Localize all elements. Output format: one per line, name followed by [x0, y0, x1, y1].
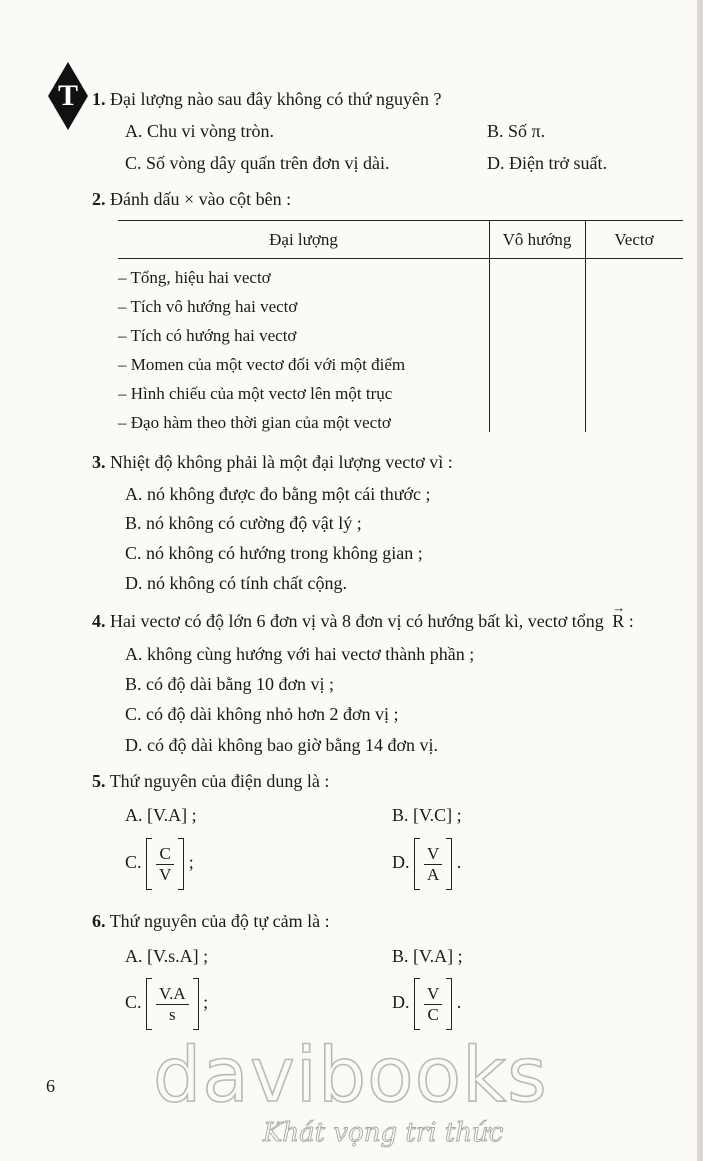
question-number: 5. — [92, 771, 106, 791]
numerator: C — [159, 843, 171, 863]
left-bracket — [414, 838, 420, 890]
q6-option-c — [125, 978, 208, 1030]
q5-option-d — [392, 838, 461, 890]
chapter-badge — [48, 62, 88, 130]
table-header-quantity: Đại lượng — [269, 230, 338, 249]
q4-option-b: B. có độ dài bằng 10 đơn vị ; — [125, 674, 334, 694]
bracketed-fraction — [146, 978, 199, 1030]
quantity-table — [118, 220, 683, 434]
page-edge — [697, 0, 703, 1161]
numerator: V — [427, 983, 440, 1003]
q1-option-d: D. Điện trở suất. — [487, 153, 607, 173]
left-bracket — [146, 978, 152, 1030]
watermark-brand: davibooks — [153, 1030, 548, 1119]
q3-option-a: A. nó không được đo bằng một cái thước ; — [125, 484, 431, 504]
q3-option-c: C. nó không có hướng trong không gian ; — [125, 543, 423, 563]
q3-option-d: D. nó không có tính chất cộng. — [125, 573, 347, 593]
right-bracket — [446, 838, 452, 890]
option-tail: ; — [188, 852, 194, 873]
q6-option-d — [392, 978, 461, 1030]
numerator: V.A — [159, 983, 186, 1003]
question-number: 2. — [92, 189, 106, 209]
option-label: C. — [125, 852, 142, 873]
fraction — [424, 984, 442, 1025]
table-row: – Momen của một vectơ đối với một điểm — [118, 355, 406, 374]
table-divider — [489, 220, 490, 432]
bracketed-fraction — [414, 978, 452, 1030]
q1-option-b: B. Số π. — [487, 121, 546, 141]
table-row: – Tích vô hướng hai vectơ — [118, 297, 298, 316]
question-6 — [92, 910, 330, 932]
option-label: C. — [125, 992, 142, 1013]
fraction — [156, 844, 174, 885]
fraction — [424, 844, 442, 885]
option-tail: . — [456, 852, 462, 873]
q5-option-b: B. [V.C] ; — [392, 805, 462, 825]
left-bracket — [146, 838, 152, 890]
left-bracket — [414, 978, 420, 1030]
vector-letter: R — [612, 611, 625, 631]
denominator: s — [169, 1004, 176, 1024]
table-row: – Đạo hàm theo thời gian của một vectơ — [118, 413, 391, 432]
q1-option-c: C. Số vòng dây quấn trên đơn vị dài. — [125, 153, 390, 173]
q5-option-c — [125, 838, 194, 890]
table-header-scalar: Vô hướng — [502, 230, 572, 249]
question-text: Đại lượng nào sau đây không có thứ nguyên ? — [110, 89, 442, 109]
bracketed-fraction — [414, 838, 452, 890]
question-text: Thứ nguyên của điện dung là : — [109, 771, 330, 791]
table-top-rule — [118, 220, 683, 221]
option-label: D. — [392, 852, 410, 873]
question-number: 3. — [92, 452, 106, 472]
fraction — [156, 984, 189, 1025]
table-row: – Tích có hướng hai vectơ — [118, 326, 297, 345]
question-colon: : — [628, 611, 634, 631]
question-1 — [92, 88, 441, 110]
numerator: V — [427, 843, 440, 863]
question-number: 1. — [92, 89, 106, 109]
table-divider — [585, 220, 586, 432]
denominator: V — [159, 864, 172, 884]
question-4 — [92, 600, 634, 632]
option-tail: ; — [203, 992, 209, 1013]
table-header-vector: Vectơ — [614, 230, 654, 249]
denominator: A — [427, 864, 440, 884]
q5-option-a: A. [V.A] ; — [125, 805, 197, 825]
question-5 — [92, 770, 329, 792]
question-text: Đánh dấu × vào cột bên : — [110, 189, 292, 209]
badge-letter: T — [57, 79, 78, 112]
right-bracket — [193, 978, 199, 1030]
vector-r — [612, 600, 626, 632]
q4-option-c: C. có độ dài không nhỏ hơn 2 đơn vị ; — [125, 704, 399, 724]
question-text: Thứ nguyên của độ tự cảm là : — [109, 911, 330, 931]
table-row: – Hình chiếu của một vectơ lên một trục — [118, 384, 393, 403]
q6-option-a: A. [V.s.A] ; — [125, 946, 209, 966]
question-text: Hai vectơ có độ lớn 6 đơn vị và 8 đơn vị có hướng bất kì, vectơ tổng — [110, 611, 604, 631]
q3-option-b: B. nó không có cường độ vật lý ; — [125, 513, 362, 533]
bracketed-fraction — [146, 838, 184, 890]
table-header-rule — [118, 258, 683, 259]
page-number: 6 — [46, 1076, 55, 1096]
question-2 — [92, 188, 291, 210]
option-label: D. — [392, 992, 410, 1013]
right-bracket — [446, 978, 452, 1030]
q4-option-d: D. có độ dài không bao giờ bằng 14 đơn vị. — [125, 735, 438, 755]
watermark-slogan: Khát vọng tri thức — [263, 1118, 504, 1148]
q1-option-a: A. Chu vi vòng tròn. — [125, 121, 275, 141]
question-number: 6. — [92, 911, 106, 931]
option-tail: . — [456, 992, 462, 1013]
question-number: 4. — [92, 611, 106, 631]
right-bracket — [178, 838, 184, 890]
question-text: Nhiệt độ không phải là một đại lượng vectơ vì : — [110, 452, 453, 472]
vector-arrow-icon: → — [612, 600, 626, 615]
question-3 — [92, 451, 453, 473]
q4-option-a: A. không cùng hướng với hai vectơ thành phần ; — [125, 644, 475, 664]
q6-option-b: B. [V.A] ; — [392, 946, 463, 966]
table-row: – Tổng, hiệu hai vectơ — [118, 268, 271, 287]
denominator: C — [427, 1004, 439, 1024]
